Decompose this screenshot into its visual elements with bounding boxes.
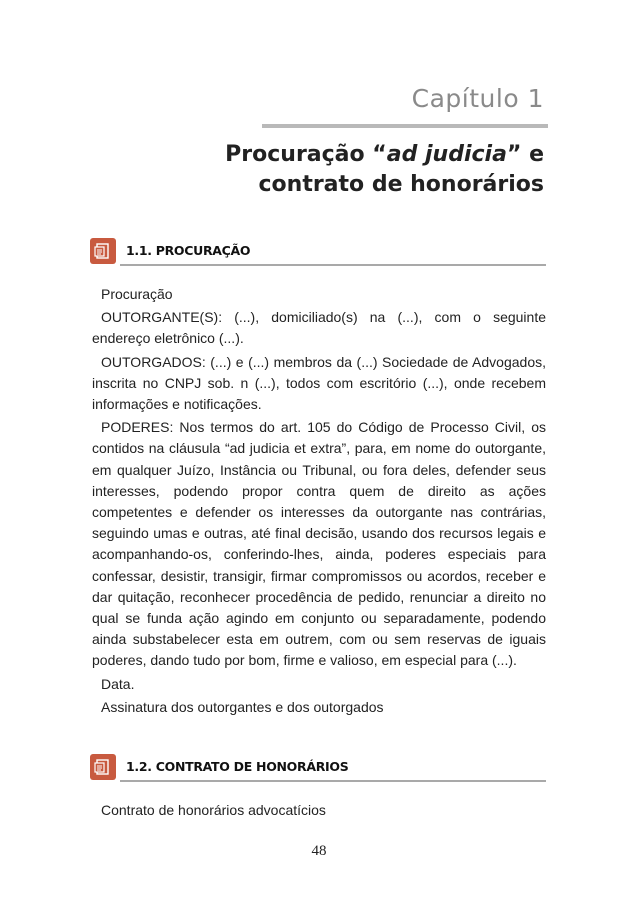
paragraph: PODERES: Nos termos do art. 105 do Código de Processo Civil, os contidos na cláusula “ad judicia et extra”, para, em nome do outorgante, em qualquer Juízo, Instância ou Tribunal, ou fora deles, defender seus interesses, podendo propor contra quem de direito as ações competentes e defender os interesses da outorgante nas contrárias, seguindo umas e outras, até final decisão, usando dos recursos legais e acompanhando-os, conferindo-lhes, ainda, poderes especiais para confessar, desistir, transigir, firmar compromissos ou acordos, receber e dar quitação, reconhecer procedência de pedido, renunciar a direito no qual se funda ação agindo em conjunto ou separadamente, podendo ainda substabelecer esta em outrem, com ou sem reservas de iguais poderes, dando tudo por bom, firme e valioso, em especial para (...). bbox=[92, 419, 546, 669]
chapter-label: Capítulo 1 bbox=[411, 84, 544, 113]
procuracao-body bbox=[92, 284, 546, 718]
chapter-title-emphasis: ad judicia bbox=[386, 142, 507, 167]
section-rule bbox=[120, 780, 546, 782]
paragraph: Procuração bbox=[101, 286, 173, 302]
paragraph: Assinatura dos outorgantes e dos outorgados bbox=[101, 698, 384, 715]
section-procuracao-header bbox=[90, 238, 546, 270]
contrato-body bbox=[92, 800, 546, 821]
chapter-title-post: ” e contrato de honorários bbox=[258, 142, 544, 197]
chapter-title-pre: Procuração “ bbox=[225, 142, 387, 167]
chapter-rule bbox=[262, 124, 548, 128]
page-number: 48 bbox=[311, 843, 327, 859]
section-contrato-header bbox=[90, 754, 546, 786]
section-heading: 1.1. PROCURAÇÃO bbox=[126, 243, 251, 258]
paragraph: Data. bbox=[101, 675, 135, 692]
paragraph: Contrato de honorários advocatícios bbox=[101, 802, 326, 818]
document-icon bbox=[90, 754, 116, 780]
paragraph: OUTORGADOS: (...) e (...) membros da (...) Sociedade de Advogados, inscrita no CNPJ sob. n (...), todos com escritório (...), onde recebem informações e notificações. bbox=[92, 353, 546, 413]
section-rule bbox=[120, 264, 546, 266]
section-heading: 1.2. CONTRATO DE HONORÁRIOS bbox=[126, 759, 349, 774]
paragraph: OUTORGANTE(S): (...), domiciliado(s) na (...), com o seguinte endereço eletrônico (...). bbox=[92, 309, 546, 347]
chapter-title bbox=[124, 140, 544, 200]
document-icon bbox=[90, 238, 116, 264]
